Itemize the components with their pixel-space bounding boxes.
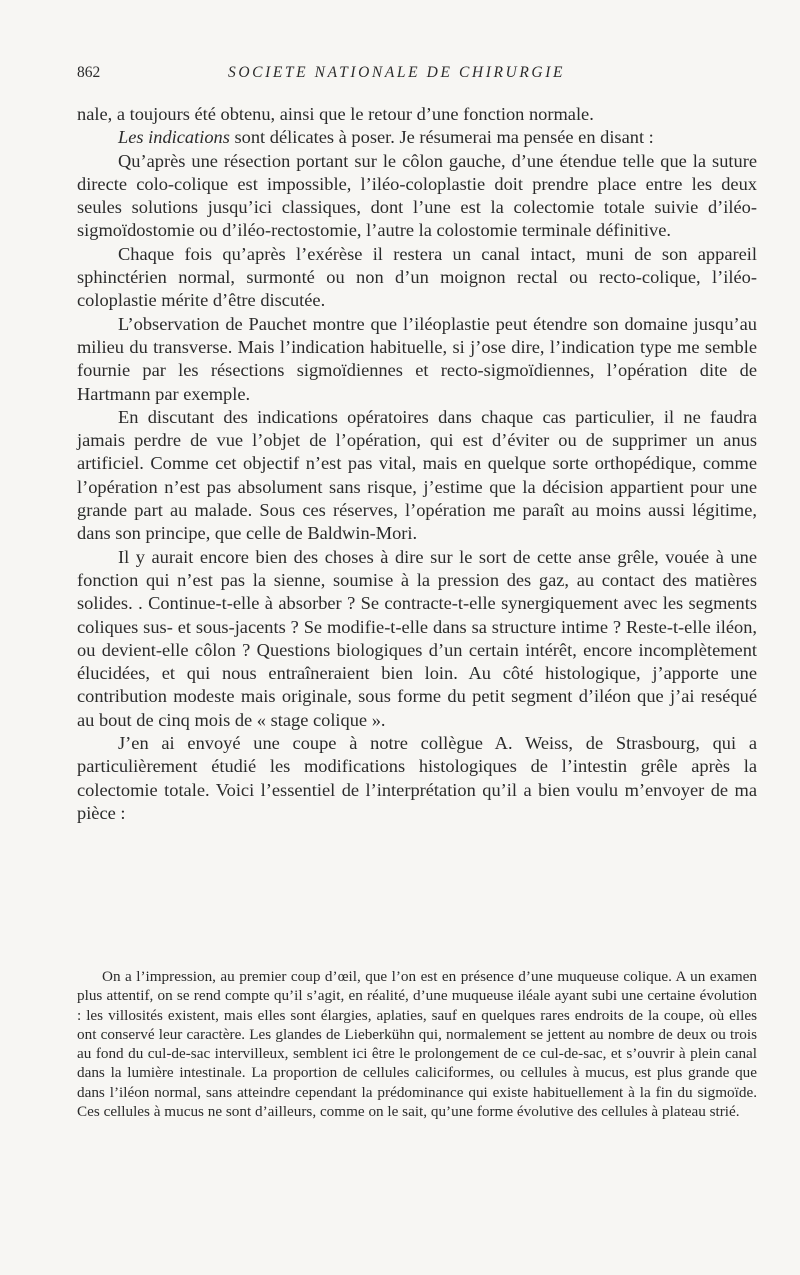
paragraph: Qu’après une résection portant sur le côlon gauche, d’une étendue telle que la suture directe colo-colique est impossible, l’iléo-coloplastie doit prendre place entre les deux seules solutions jusqu’ici classiques, dont l’une est la colectomie totale suivie d’iléo-sigmoïdostomie ou d’iléo-rectostomie, l’autre la colostomie terminale définitive. — [77, 150, 757, 241]
body-text — [77, 103, 757, 825]
paragraph-continuation: nale, a toujours été obtenu, ainsi que le retour d’une fonction normale. — [77, 104, 594, 124]
italic-heading: Les indications — [118, 127, 230, 148]
running-title: SOCIETE NATIONALE DE CHIRURGIE — [228, 64, 566, 81]
quote-text: On a l’impression, au premier coup d’œil, que l’on est en présence d’une muqueuse colique. A un examen plus attentif, on se rend compte qu’il s’agit, en réalité, d’une muqueuse iléale ayant subi une certaine évolution : les villosités existent, mais elles sont élargies, aplaties, sauf en quelques rares endroits de la coupe, où elles ont conservé leur caractère. Les glandes de Lieberkühn qui, normalement se jettent au nombre de deux ou trois au fond du cul-de-sac intervilleux, semblent ici être le prolongement de ce cul-de-sac, et s’ouvrir à plein canal dans la lumière intestinale. La proportion de cellules caliciformes, ou cellules à mucus, est plus grande que dans l’iléon normal, sans atteindre cependant la prédominance qui existe habituellement à la fin du sigmoïde. Ces cellules à mucus ne sont d’ailleurs, comme on le sait, qu’une forme évolutive des cellules à plateau strié. — [77, 968, 757, 1121]
paragraph: L’observation de Pauchet montre que l’iléoplastie peut étendre son domaine jusqu’au milieu du transverse. Mais l’indication habituelle, si j’ose dire, l’indication type me semble fournie par les résections sigmoïdiennes et recto-sigmoïdiennes, l’opération dite de Hartmann par exemple. — [77, 313, 757, 404]
block-quote — [77, 967, 757, 1121]
paragraph: Chaque fois qu’après l’exérèse il restera un canal intact, muni de son appareil sphinctérien normal, surmonté ou non d’un moignon rectal ou recto-colique, l’iléo-coloplastie mérite d’être discutée. — [77, 243, 757, 311]
paragraph: J’en ai envoyé une coupe à notre collègue A. Weiss, de Strasbourg, qui a particulièrement étudié les modifications histologiques de l’intestin grêle après la colectomie totale. Voici l’essentiel de l’interprétation qu’il a bien voulu m’envoyer de ma pièce : — [77, 733, 757, 823]
paragraph: En discutant des indications opératoires dans chaque cas particulier, il ne faudra jamais perdre de vue l’objet de l’opération, qui est d’éviter ou de supprimer un anus artificiel. Comme cet objectif n’est pas vital, mais en quelque sorte orthopédique, comme l’opération n’est pas absolument sans risque, j’estime que la décision appartient pour une grande part au malade. Sous ces réserves, l’opération me paraît au moins aussi légitime, dans son principe, que celle de Baldwin-Mori. — [77, 406, 757, 544]
running-head — [77, 64, 760, 86]
paragraph: Il y aurait encore bien des choses à dire sur le sort de cette anse grêle, vouée à une fonction qui n’est pas la sienne, soumise à la pression des gaz, au contact des matières solides. . Continue-t-elle à absorber ? Se contracte-t-elle synergiquement avec les segments coliques sus- et sous-jacents ? Se modifie-t-elle dans sa structure intime ? Reste-t-elle iléon, ou devient-elle côlon ? Questions biologiques d’un certain intérêt, encore incomplètement élucidées, et qui nous entraîneraient bien loin. Au côté histologique, j’apporte une contribution modeste mais originale, sous forme du petit segment d’iléon que j’ai reséqué au bout de cinq mois de « stage colique ». — [77, 546, 757, 730]
paragraph-indications-text: sont délicates à poser. Je résumerai ma pensée en disant : — [229, 127, 654, 148]
paragraph-indications — [77, 126, 757, 149]
page-number: 862 — [77, 64, 101, 81]
